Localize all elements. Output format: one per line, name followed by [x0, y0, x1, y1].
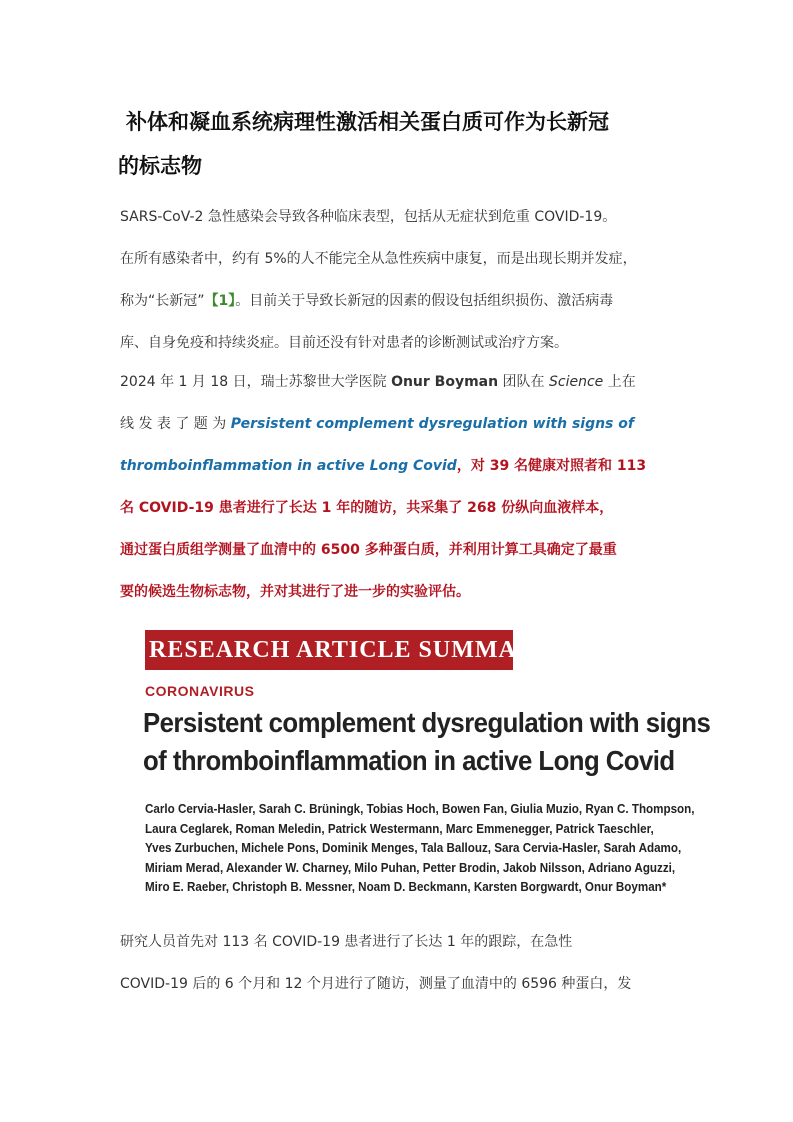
study-line-5: 通过蛋白质组学测量了血清中的 6500 多种蛋白质，并利用计算工具确定了最重: [120, 542, 617, 558]
article-title: [118, 100, 698, 188]
figure-article-title: [143, 704, 713, 780]
study-text: 线 发 表 了 题 为: [120, 416, 231, 432]
study-line-2: [120, 403, 676, 445]
paper-title-link[interactable]: thromboinflammation in active Long Covid: [120, 458, 457, 474]
study-line-3: [120, 445, 676, 487]
author-line: Yves Zurbuchen, Michele Pons, Dominik Menges, Tala Ballouz, Sara Cervia-Hasler, Sarah Adamo,: [145, 841, 682, 855]
journal-name: Science: [549, 374, 604, 390]
followup-line-1: 研究人员首先对 113 名 COVID-19 患者进行了长达 1 年的跟踪，在急性: [120, 934, 573, 950]
study-line-6: 要的候选生物标志物，并对其进行了进一步的实验评估。: [120, 584, 470, 600]
study-text: 2024 年 1 月 18 日，瑞士苏黎世大学医院: [120, 374, 392, 390]
author-line: Laura Ceglarek, Roman Meledin, Patrick Westermann, Marc Emmenegger, Patrick Taeschler,: [145, 821, 654, 836]
section-label: CORONAVIRUS: [145, 683, 255, 699]
followup-line-2: COVID-19 后的 6 个月和 12 个月进行了随访，测量了血清中的 6596 种蛋白，发: [120, 976, 632, 992]
intro-paragraph: [120, 196, 676, 364]
author-list: [145, 800, 750, 898]
article-summary-figure: [143, 628, 763, 898]
followup-paragraph: [120, 921, 676, 1005]
intro-line-1: SARS-CoV-2 急性感染会导致各种临床表型，包括从无症状到危重 COVID-19。: [120, 209, 617, 225]
figure-title-line-2: of thromboinflammation in active Long Covid: [143, 745, 675, 776]
author-line: Carlo Cervia-Hasler, Sarah C. Brüningk, Tobias Hoch, Bowen Fan, Giulia Muzio, Ryan C. Thompson,: [145, 802, 695, 816]
study-line-4: 名 COVID-19 患者进行了长达 1 年的随访，共采集了 268 份纵向血液样本，: [120, 500, 614, 516]
title-line-1: 补体和凝血系统病理性激活相关蛋白质可作为长新冠: [126, 110, 609, 134]
study-text: 团队在: [498, 374, 549, 390]
author-line: Miro E. Raeber, Christoph B. Messner, Noam D. Beckmann, Karsten Borgwardt, Onur Boyman*: [145, 880, 667, 894]
study-text: 上在: [603, 374, 636, 390]
researcher-name: Onur Boyman: [391, 374, 499, 390]
author-line: Miriam Merad, Alexander W. Charney, Milo Puhan, Petter Brodin, Jakob Nilsson, Adriano Aguzzi,: [145, 860, 676, 875]
intro-line-2: 在所有感染者中，约有 5%的人不能完全从急性疾病中康复，而是出现长期并发症，: [120, 251, 637, 267]
intro-line-4: 库、自身免疫和持续炎症。目前还没有针对患者的诊断测试或治疗方案。: [120, 335, 568, 351]
paper-title-link[interactable]: Persistent complement dysregulation with signs of: [230, 416, 634, 432]
figure-title-line-1: Persistent complement dysregulation with signs: [143, 707, 711, 738]
title-line-2: 的标志物: [118, 154, 202, 178]
research-summary-banner: RESEARCH ARTICLE SUMMARY: [145, 630, 513, 670]
intro-text: 。目前关于导致长新冠的因素的假设包括组织损伤、激活病毒: [235, 293, 614, 309]
intro-line-3: [120, 280, 676, 322]
intro-text: 称为“长新冠”: [120, 293, 205, 309]
highlight-text: ，对 39 名健康对照者和 113: [456, 458, 647, 474]
study-paragraph: [120, 361, 676, 613]
study-line-1: [120, 361, 676, 403]
reference-link[interactable]: 【1】: [204, 293, 236, 309]
